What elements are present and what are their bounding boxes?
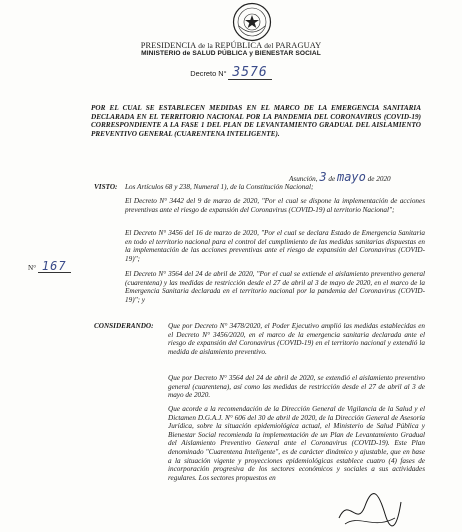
header-ministerio: MINISTERIO de SALUD PÚBLICA y BIENESTAR SOCIAL — [141, 50, 321, 57]
considerando-paragraph-3: Que acorde a la recomendación de la Dirección General de Vigilancia de la Salud y el Dictamen D.G.A.J. N° 606 del 30 de abril de 2020, de la Dirección General de Asesoría Jurídica, sobre la situación epidemiológica actual, el Ministerio de Salud Pública y Bienestar Social recomienda la implementación de un Plan de Levantamiento Gradual del Aislamiento Preventivo General ante el Coronavirus (COVID-19). Este Plan denominado "Cuarentena Inteligente", es de carácter dinámico y ajustable, que en base a la situación vigente y proyecciones epidemiológicas establece cuatro (4) fases de incorporación progresiva de los sectores económicos y sociales a sus actividades regulares. Los sectores propuestos en — [168, 405, 425, 482]
date-line: Asunción, 3 de mayo de 2020 — [289, 170, 391, 184]
visto-label: VISTO: — [94, 183, 118, 191]
decree-number-handwritten: 3576 — [228, 67, 271, 80]
side-number: N° 167 — [28, 260, 71, 273]
decree-number: Decreto N° 3576 — [0, 67, 462, 80]
visto-paragraph-3: El Decreto N° 3456 del 16 de marzo de 2020, "Por el cual se declara Estado de Emergencia Sanitaria en todo el territorio nacional para el control del cumplimiento de las medidas sanitarias dispuestas en la implementación de las acciones preventivas ante el riesgo de expansión del Coronavirus (COVID-19)"; — [125, 229, 425, 263]
visto-paragraph-4: El Decreto N° 3564 del 24 de abril de 2020, "Por el cual se extiende el aislamiento preventivo general (cuarentena) y las medidas de restricción desde el 27 de abril al 3 de mayo de 2020, en el marco de la Emergencia Sanitaria declarada en el territorio nacional por la pandemia del Coronavirus (COVID-19)"; y — [125, 270, 425, 304]
decree-title: POR EL CUAL SE ESTABLECEN MEDIDAS EN EL MARCO DE LA EMERGENCIA SANITARIA DECLARADA EN EL TERRITORIO NACIONAL POR LA PANDEMIA DEL CORONAVIRUS (COVID-19) CORRESPONDIENTE A LA FASE 1 DEL PLAN DE LEVANTAMIENTO GRADUAL DEL AISLAMIENTO PREVENTIVO GENERAL (CUARENTENA INTELIGENTE). — [91, 104, 421, 138]
considerando-paragraph-2: Que por Decreto N° 3564 del 24 de abril de 2020, se extendió el aislamiento preventivo general (cuarentena), así como las medidas de restricción desde el 27 de abril al 3 de mayo de 2020. — [168, 374, 425, 400]
considerando-paragraph-1: Que por Decreto N° 3478/2020, el Poder Ejecutivo amplió las medidas establecidas en el Decreto N° 3456/2020, en el marco de la emergencia sanitaria declarada ante el riesgo de expansión del Coronavirus (COVID-19) en el territorio nacional y extendió la medida de aislamiento preventivo. — [168, 322, 425, 356]
visto-paragraph-2: El Decreto N° 3442 del 9 de marzo de 2020, "Por el cual se dispone la implementación de acciones preventivas ante el riesgo de expansión del Coronavirus (COVID-19) al territorio Nacional"; — [125, 197, 425, 214]
national-seal-icon — [232, 2, 272, 42]
visto-paragraph-1: Los Artículos 68 y 238, Numeral 1), de la Constitución Nacional; — [125, 183, 314, 191]
considerando-label: CONSIDERANDO: — [94, 322, 154, 330]
signature-scribble — [335, 488, 405, 532]
header-presidencia: PRESIDENCIA de la REPÚBLICA del PARAGUAY — [140, 41, 322, 50]
